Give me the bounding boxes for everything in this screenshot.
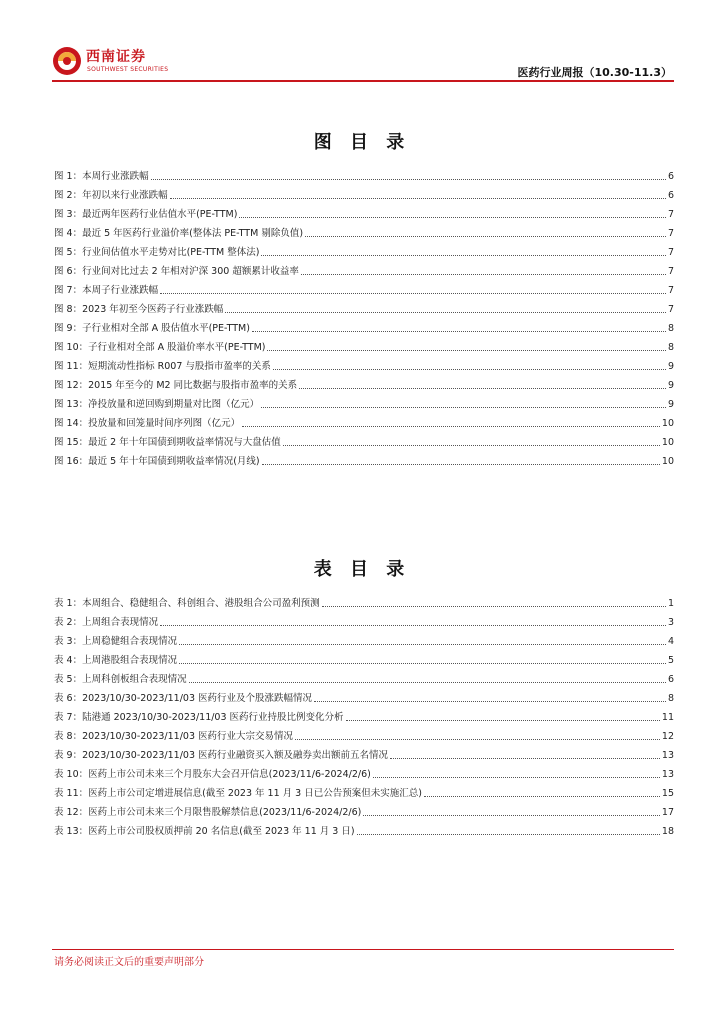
table-toc-entry-label: 表 7：陆港通 2023/10/30-2023/11/03 医药行业持股比例变化分析 bbox=[54, 712, 344, 723]
figure-toc-entry[interactable] bbox=[54, 259, 674, 278]
figure-toc-entry-page: 7 bbox=[667, 228, 674, 239]
dot-leader bbox=[267, 350, 665, 351]
dot-leader bbox=[390, 758, 660, 759]
dot-leader bbox=[322, 606, 666, 607]
table-toc-entry-page: 5 bbox=[667, 655, 674, 666]
figure-toc-entry[interactable] bbox=[54, 202, 674, 221]
figure-toc-entry-label: 图 16：最近 5 年十年国债到期收益率情况(月线) bbox=[54, 456, 260, 467]
figure-toc-entry-label: 图 1：本周行业涨跌幅 bbox=[54, 171, 149, 182]
table-toc-entry-label: 表 8：2023/10/30-2023/11/03 医药行业大宗交易情况 bbox=[54, 731, 294, 742]
figure-toc-entry-page: 6 bbox=[667, 171, 674, 182]
table-toc-entry-page: 1 bbox=[667, 598, 674, 609]
table-toc-entry[interactable] bbox=[54, 686, 674, 705]
figure-toc-entry-label: 图 4：最近 5 年医药行业溢价率(整体法 PE-TTM 剔除负值) bbox=[54, 228, 304, 239]
figure-toc-entry[interactable] bbox=[54, 316, 674, 335]
table-toc-entry-page: 15 bbox=[661, 788, 674, 799]
logo-chinese-name: 西南证券 bbox=[86, 49, 146, 65]
dot-leader bbox=[373, 777, 660, 778]
table-toc-entry[interactable] bbox=[54, 781, 674, 800]
table-toc-entry[interactable] bbox=[54, 629, 674, 648]
table-toc-entry[interactable] bbox=[54, 648, 674, 667]
table-toc-entry[interactable] bbox=[54, 819, 674, 838]
figure-toc-entry-label: 图 15：最近 2 年十年国债到期收益率情况与大盘估值 bbox=[54, 437, 281, 448]
figure-toc-entry[interactable] bbox=[54, 221, 674, 240]
dot-leader bbox=[301, 274, 666, 275]
dot-leader bbox=[357, 834, 660, 835]
figure-toc-entry[interactable] bbox=[54, 354, 674, 373]
figure-toc-entry-label: 图 13：净投放量和逆回购到期量对比图（亿元） bbox=[54, 399, 260, 410]
dot-leader bbox=[299, 388, 666, 389]
figure-toc-entry-page: 6 bbox=[667, 190, 674, 201]
figure-toc-entry-label: 图 11：短期流动性指标 R007 与股指市盈率的关系 bbox=[54, 361, 271, 372]
figure-toc-entry[interactable] bbox=[54, 449, 674, 468]
figure-toc-entry-page: 8 bbox=[667, 323, 674, 334]
figure-toc-entry-page: 7 bbox=[667, 209, 674, 220]
figure-toc-entry-label: 图 3：最近两年医药行业估值水平(PE-TTM) bbox=[54, 209, 238, 220]
figure-toc-list bbox=[54, 164, 674, 468]
logo-english-name: SOUTHWEST SECURITIES bbox=[87, 66, 169, 73]
table-toc-entry-page: 11 bbox=[661, 712, 674, 723]
figure-toc-entry-label: 图 9：子行业相对全部 A 股估值水平(PE-TTM) bbox=[54, 323, 250, 334]
dot-leader bbox=[261, 407, 666, 408]
figure-toc-entry[interactable] bbox=[54, 392, 674, 411]
table-toc-entry-page: 6 bbox=[667, 674, 674, 685]
figure-toc-entry-page: 7 bbox=[667, 266, 674, 277]
figure-toc-entry-page: 7 bbox=[667, 247, 674, 258]
dot-leader bbox=[305, 236, 666, 237]
dot-leader bbox=[239, 217, 666, 218]
figure-toc-entry-page: 7 bbox=[667, 304, 674, 315]
figure-toc-entry[interactable] bbox=[54, 335, 674, 354]
figure-toc-entry[interactable] bbox=[54, 183, 674, 202]
figure-toc-entry[interactable] bbox=[54, 373, 674, 392]
company-logo bbox=[52, 44, 202, 78]
report-title: 医药行业周报（10.30-11.3） bbox=[517, 66, 672, 79]
dot-leader bbox=[160, 293, 666, 294]
dot-leader bbox=[314, 701, 666, 702]
figure-toc-entry-page: 10 bbox=[661, 418, 674, 429]
table-toc-entry[interactable] bbox=[54, 667, 674, 686]
table-toc-entry[interactable] bbox=[54, 705, 674, 724]
figure-toc-entry[interactable] bbox=[54, 164, 674, 183]
dot-leader bbox=[283, 445, 660, 446]
figure-toc-entry[interactable] bbox=[54, 278, 674, 297]
table-toc-entry-page: 13 bbox=[661, 750, 674, 761]
dot-leader bbox=[295, 739, 660, 740]
table-toc-entry-label: 表 4：上周港股组合表现情况 bbox=[54, 655, 178, 666]
dot-leader bbox=[424, 796, 660, 797]
dot-leader bbox=[252, 331, 666, 332]
figure-toc-entry-page: 8 bbox=[667, 342, 674, 353]
figure-toc-entry-label: 图 12：2015 年至今的 M2 同比数据与股指市盈率的关系 bbox=[54, 380, 298, 391]
table-toc-entry[interactable] bbox=[54, 610, 674, 629]
table-toc-entry[interactable] bbox=[54, 800, 674, 819]
table-toc-entry-page: 17 bbox=[661, 807, 674, 818]
figure-toc-entry[interactable] bbox=[54, 240, 674, 259]
footer-disclaimer: 请务必阅读正文后的重要声明部分 bbox=[54, 957, 204, 968]
figure-toc-entry-label: 图 7：本周子行业涨跌幅 bbox=[54, 285, 159, 296]
table-toc-entry-label: 表 2：上周组合表现情况 bbox=[54, 617, 159, 628]
table-toc-entry-label: 表 10：医药上市公司未来三个月股东大会召开信息(2023/11/6-2024/2/6) bbox=[54, 769, 371, 780]
figure-toc-title: 图 目 录 bbox=[313, 132, 411, 153]
table-toc-entry-page: 18 bbox=[661, 826, 674, 837]
figure-toc-entry-label: 图 10：子行业相对全部 A 股溢价率水平(PE-TTM) bbox=[54, 342, 266, 353]
figure-toc-entry-page: 9 bbox=[667, 380, 674, 391]
dot-leader bbox=[242, 426, 660, 427]
dot-leader bbox=[151, 179, 666, 180]
table-toc-entry-label: 表 11：医药上市公司定增进展信息(截至 2023 年 11 月 3 日已公告预案但未实施汇总) bbox=[54, 788, 422, 799]
figure-toc-entry-page: 7 bbox=[667, 285, 674, 296]
table-toc-entry-page: 4 bbox=[667, 636, 674, 647]
table-toc-list bbox=[54, 591, 674, 838]
header-divider bbox=[52, 80, 674, 82]
page-header bbox=[52, 40, 674, 80]
dot-leader bbox=[363, 815, 660, 816]
figure-toc-entry-page: 9 bbox=[667, 361, 674, 372]
table-toc-entry[interactable] bbox=[54, 591, 674, 610]
figure-toc-entry-page: 9 bbox=[667, 399, 674, 410]
dot-leader bbox=[160, 625, 666, 626]
table-toc-entry-label: 表 3：上周稳健组合表现情况 bbox=[54, 636, 178, 647]
dot-leader bbox=[189, 682, 666, 683]
figure-toc-entry-label: 图 5：行业间估值水平走势对比(PE-TTM 整体法) bbox=[54, 247, 260, 258]
table-toc-title: 表 目 录 bbox=[313, 559, 411, 580]
dot-leader bbox=[225, 312, 666, 313]
figure-toc-entry[interactable] bbox=[54, 297, 674, 316]
figure-toc-entry-label: 图 2：年初以来行业涨跌幅 bbox=[54, 190, 168, 201]
figure-toc-entry-page: 10 bbox=[661, 456, 674, 467]
logo-mark-icon bbox=[52, 46, 82, 76]
table-toc-entry-page: 8 bbox=[667, 693, 674, 704]
table-toc-entry-label: 表 5：上周科创板组合表现情况 bbox=[54, 674, 187, 685]
table-toc-entry-label: 表 6：2023/10/30-2023/11/03 医药行业及个股涨跌幅情况 bbox=[54, 693, 313, 704]
table-toc-entry-page: 13 bbox=[661, 769, 674, 780]
dot-leader bbox=[179, 644, 666, 645]
dot-leader bbox=[346, 720, 660, 721]
table-toc-entry-label: 表 13：医药上市公司股权质押前 20 名信息(截至 2023 年 11 月 3 日) bbox=[54, 826, 355, 837]
figure-toc-entry-label: 图 8：2023 年初至今医药子行业涨跌幅 bbox=[54, 304, 224, 315]
figure-toc-entry-label: 图 6：行业间对比过去 2 年相对沪深 300 超额累计收益率 bbox=[54, 266, 299, 277]
table-toc-entry-label: 表 12：医药上市公司未来三个月限售股解禁信息(2023/11/6-2024/2/6) bbox=[54, 807, 362, 818]
table-toc-entry-label: 表 9：2023/10/30-2023/11/03 医药行业融资买入额及融券卖出额前五名情况 bbox=[54, 750, 389, 761]
dot-leader bbox=[170, 198, 666, 199]
table-toc-entry[interactable] bbox=[54, 743, 674, 762]
table-toc-entry-page: 3 bbox=[667, 617, 674, 628]
dot-leader bbox=[273, 369, 666, 370]
figure-toc-entry[interactable] bbox=[54, 411, 674, 430]
dot-leader bbox=[262, 464, 660, 465]
footer-divider bbox=[52, 949, 674, 950]
figure-toc-entry-page: 10 bbox=[661, 437, 674, 448]
dot-leader bbox=[261, 255, 666, 256]
table-toc-entry-label: 表 1：本周组合、稳健组合、科创组合、港股组合公司盈利预测 bbox=[54, 598, 320, 609]
table-toc-entry[interactable] bbox=[54, 724, 674, 743]
dot-leader bbox=[179, 663, 666, 664]
table-toc-entry[interactable] bbox=[54, 762, 674, 781]
figure-toc-entry-label: 图 14：投放量和回笼量时间序列图（亿元） bbox=[54, 418, 241, 429]
table-toc-entry-page: 12 bbox=[661, 731, 674, 742]
figure-toc-entry[interactable] bbox=[54, 430, 674, 449]
